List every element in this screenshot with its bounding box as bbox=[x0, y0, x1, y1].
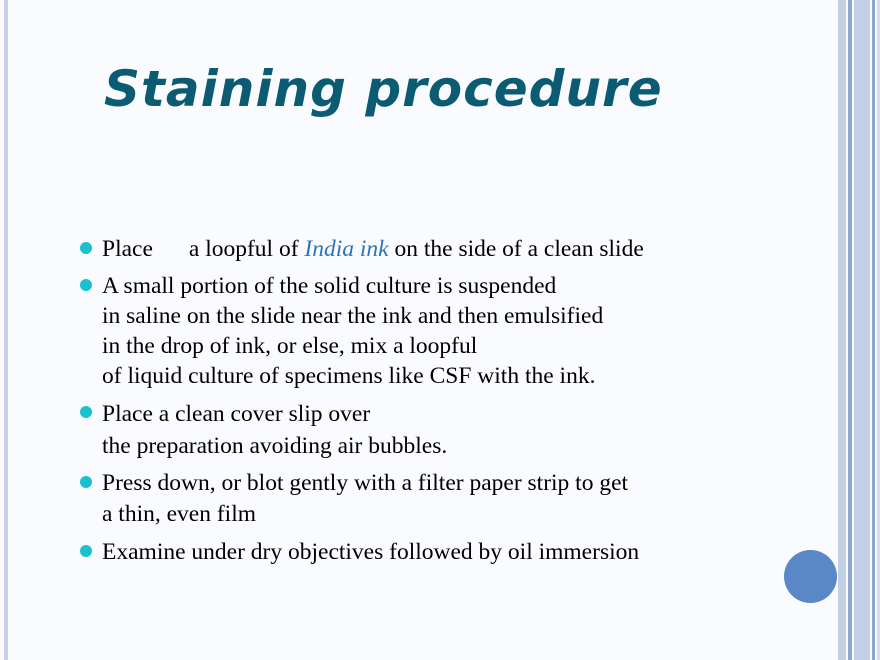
bullet-item bbox=[78, 234, 798, 264]
bullet-dot-icon bbox=[80, 279, 92, 291]
bullet-item bbox=[78, 271, 798, 391]
india-ink-emphasis: India ink bbox=[304, 236, 389, 262]
bullet-item bbox=[78, 468, 798, 530]
bullet-line: of liquid culture of specimens like CSF with the ink. bbox=[102, 363, 596, 389]
slide-right-border-bar bbox=[848, 0, 852, 660]
bullet-line: in the drop of ink, or else, mix a loopful bbox=[102, 333, 478, 359]
bullet-text: on the side of a clean slide bbox=[388, 236, 644, 262]
bullet-line: the preparation avoiding air bubbles. bbox=[102, 433, 448, 459]
slide-right-border-bar bbox=[854, 0, 870, 660]
bullet-dot-icon bbox=[80, 406, 92, 418]
bullet-item bbox=[78, 398, 798, 462]
slide-title: Staining procedure bbox=[104, 60, 663, 118]
bullet-line: Examine under dry objectives followed by oil immersion bbox=[102, 539, 640, 565]
accent-circle-icon bbox=[784, 550, 837, 603]
slide-left-border bbox=[4, 0, 8, 660]
bullet-line bbox=[102, 234, 798, 264]
bullet-list bbox=[78, 234, 798, 567]
bullet-item bbox=[78, 537, 798, 567]
bullet-text: Place bbox=[102, 236, 153, 262]
bullet-line: Press down, or blot gently with a filter paper strip to get bbox=[102, 470, 629, 496]
bullet-line: Place a clean cover slip over bbox=[102, 401, 371, 427]
bullet-dot-icon bbox=[80, 545, 92, 557]
bullet-line: a thin, even film bbox=[102, 501, 257, 527]
bullet-dot-icon bbox=[80, 476, 92, 488]
slide-right-border-bar bbox=[838, 0, 846, 660]
bullet-line: A small portion of the solid culture is suspended bbox=[102, 273, 557, 299]
slide-right-border-bar bbox=[872, 0, 875, 660]
bullet-line: in saline on the slide near the ink and then emulsified bbox=[102, 303, 604, 329]
bullet-dot-icon bbox=[80, 242, 92, 254]
bullet-text: a loopful of bbox=[188, 236, 305, 262]
